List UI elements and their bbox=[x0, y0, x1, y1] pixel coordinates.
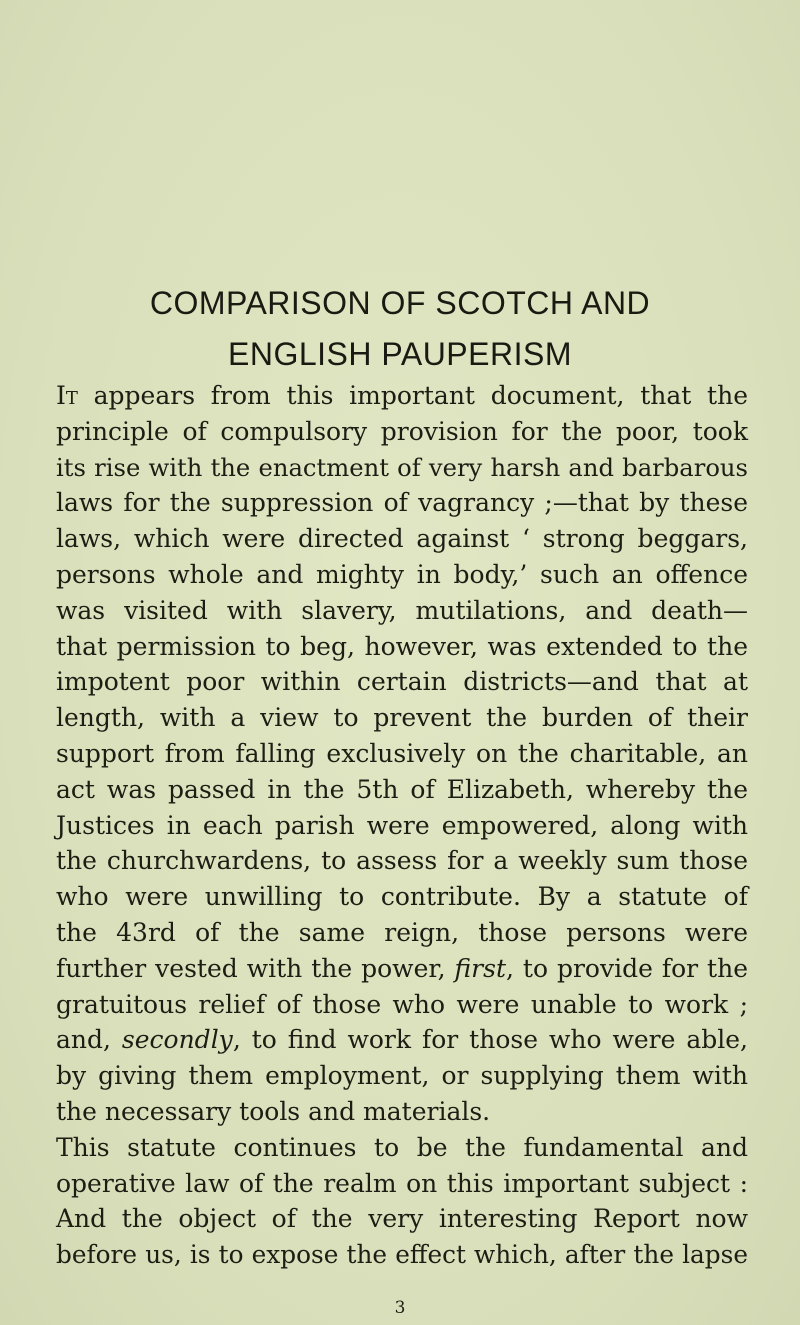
text-line: persons whole and mighty in body,’ such an offence bbox=[56, 559, 748, 589]
text-line: further vested with the power, first, to provide for the bbox=[56, 953, 749, 983]
text-line: gratuitous relief of those who were unable to work ; bbox=[56, 989, 748, 1019]
text-line: the churchwardens, to assess for a weekly sum those bbox=[56, 846, 748, 876]
text-line: Justices in each parish were empowered, along with bbox=[56, 810, 748, 840]
text-line: It appears from this important document, that the bbox=[56, 381, 748, 410]
text-line: impotent poor within certain districts—and that at bbox=[56, 667, 748, 697]
chapter-heading-line-1: COMPARISON OF SCOTCH AND bbox=[149, 285, 651, 321]
text-line: principle of compulsory provision for the poor, took bbox=[56, 416, 748, 446]
text-line: its rise with the enactment of very harsh and barbarous bbox=[56, 452, 748, 482]
body-text bbox=[56, 378, 748, 1273]
text-line: operative law of the realm on this important subject : bbox=[56, 1168, 748, 1198]
chapter-heading-line-2: ENGLISH PAUPERISM bbox=[228, 336, 572, 372]
text-line: support from falling exclusively on the charitable, an bbox=[56, 738, 748, 768]
text-line: laws for the suppression of vagrancy ;—that by these bbox=[56, 488, 748, 518]
text-line: And the object of the very interesting Report now bbox=[56, 1204, 748, 1234]
text-line: was visited with slavery, mutilations, and death— bbox=[56, 595, 748, 625]
italic-word-secondly: secondly bbox=[121, 1025, 233, 1055]
opening-word: It bbox=[56, 381, 78, 410]
text-line: This statute continues to be the fundamental and bbox=[56, 1132, 748, 1162]
text-line: the necessary tools and materials. bbox=[56, 1096, 491, 1126]
text-line: and, secondly, to find work for those who were able, bbox=[56, 1025, 748, 1055]
italic-word-first: first bbox=[454, 953, 506, 983]
text-line: act was passed in the 5th of Elizabeth, whereby the bbox=[56, 774, 748, 804]
text-line: laws, which were directed against ‘ strong beggars, bbox=[56, 524, 748, 554]
text-line: length, with a view to prevent the burden of their bbox=[56, 703, 748, 733]
page-number: 3 bbox=[394, 1298, 406, 1318]
text-line: the 43rd of the same reign, those persons were bbox=[56, 917, 748, 947]
text-line: that permission to beg, however, was extended to the bbox=[56, 631, 748, 661]
text-line: who were unwilling to contribute. By a statute of bbox=[56, 882, 748, 912]
text-line: by giving them employment, or supplying them with bbox=[56, 1061, 748, 1091]
text-line: before us, is to expose the effect which, after the lapse bbox=[56, 1240, 748, 1270]
